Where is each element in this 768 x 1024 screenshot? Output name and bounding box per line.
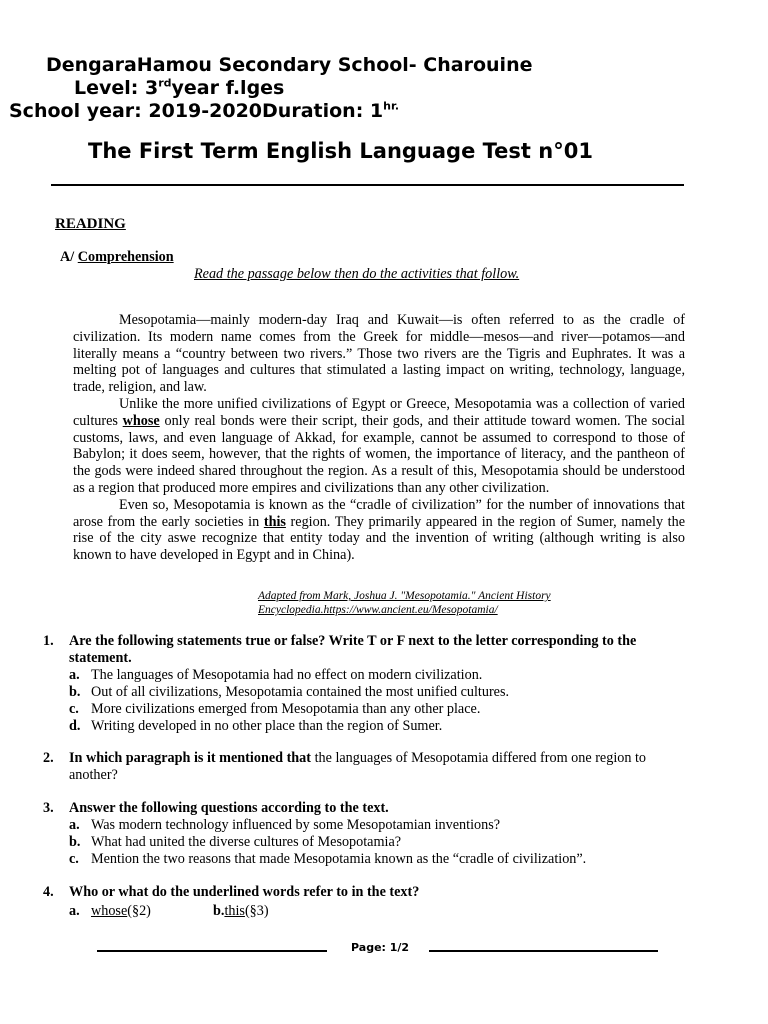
question-4: 4. Who or what do the underlined words refer to in the text? a. whose(§2) b.this(§3) bbox=[43, 884, 688, 921]
question-3-item-c: c. Mention the two reasons that made Mesopotamia known as the “cradle of civilization”. bbox=[69, 851, 587, 867]
page-number: Page: 1/2 bbox=[351, 941, 410, 954]
paragraph-1: Mesopotamia—mainly modern-day Iraq and Kuwait—is often referred to as the cradle of civilization. Its modern name comes from the Greek for middle—mesos—and river—potamos—and literally means a “country between two rivers.” Those two rivers are the Tigris and Euphrates. It was a melting pot of languages and cultures that stimulated a lasting impact on writing, technology, language, trade, religion, and law. bbox=[73, 312, 685, 396]
question-1-item-a: a. The languages of Mesopotamia had no effect on modern civilization. bbox=[69, 667, 483, 683]
reading-heading: READING bbox=[55, 216, 126, 232]
comprehension-heading: A/ Comprehension bbox=[60, 249, 174, 265]
question-1-item-c: c. More civilizations emerged from Mesopotamia than any other place. bbox=[69, 701, 481, 717]
question-3-item-b: b. What had united the diverse cultures of Mesopotamia? bbox=[69, 834, 402, 850]
question-1: 1. Are the following statements true or false? Write T or F next to the letter corresponding to the statement. a. The languages of Mesopotamia had no effect on modern civilization. b. Out of all civilizations, Mesopotamia contained the most unified cultures. c. More civilizations emerged from Mesopotamia than any other place. d. Writing developed in no other place than the region of Sumer. bbox=[43, 633, 688, 735]
page-title: The First Term English Language Test n°01 bbox=[88, 139, 593, 163]
title-divider bbox=[51, 184, 684, 186]
school-name: DengaraHamou Secondary School- Charouine bbox=[46, 54, 533, 76]
paragraph-2: Unlike the more unified civilizations of Egypt or Greece, Mesopotamia was a collection of varied cultures whose only real bonds were their script, their gods, and their attitude toward women. The social customs, laws, and even language of Akkad, for example, cannot be assumed to correspond to those of Babylon; it does seem, however, that the rights of women, the importance of literacy, and the pantheon of the gods were indeed shared throughout the region. As a result of this, Mesopotamia should be understood as a region that produced more empires and civilizations than any other civilization. bbox=[73, 395, 685, 496]
question-4-items: a. whose(§2) b.this(§3) bbox=[69, 903, 269, 919]
paragraph-3: Even so, Mesopotamia is known as the “cradle of civilization” for the number of innovations that arose from the early societies in this region. They primarily appeared in the region of Sumer, namely the rise of the city aswe recognize that entity today and the invention of writing (although writing is also known to have developed in Egypt and in China). bbox=[73, 496, 686, 564]
footer-rule-right bbox=[429, 950, 658, 952]
level-line: Level: 3rdyear f.lges bbox=[74, 76, 285, 99]
question-4-item-b: b.this(§3) bbox=[213, 903, 269, 919]
source-line-2: Encyclopedia.https://www.ancient.eu/Mesopotamia/ bbox=[258, 604, 498, 616]
passage bbox=[73, 312, 685, 564]
source-line-1: Adapted from Mark, Joshua J. "Mesopotamia." Ancient History bbox=[258, 590, 551, 602]
footer-rule-left bbox=[97, 950, 327, 952]
underlined-word-this: this bbox=[263, 513, 286, 530]
question-1-item-b: b. Out of all civilizations, Mesopotamia contained the most unified cultures. bbox=[69, 684, 510, 700]
school-year-line: School year: 2019-2020Duration: $1^{hr.}$ bbox=[9, 99, 400, 122]
question-1-item-d: d. Writing developed in no other place than the region of Sumer. bbox=[69, 718, 443, 734]
question-2: 2. In which paragraph is it mentioned that the languages of Mesopotamia differed from one region to another? bbox=[43, 750, 647, 783]
question-3: 3. Answer the following questions according to the text. a. Was modern technology influenced by some Mesopotamian inventions? b. What had united the diverse cultures of Mesopotamia? c. Mention the two reasons that made Mesopotamia known as the “cradle of civilization”. bbox=[43, 800, 688, 868]
question-3-item-a: a. Was modern technology influenced by some Mesopotamian inventions? bbox=[69, 817, 501, 833]
instruction: Read the passage below then do the activities that follow. bbox=[194, 266, 520, 282]
question-4-item-a: whose(§2) bbox=[91, 903, 151, 919]
underlined-word-whose: whose bbox=[122, 412, 160, 429]
